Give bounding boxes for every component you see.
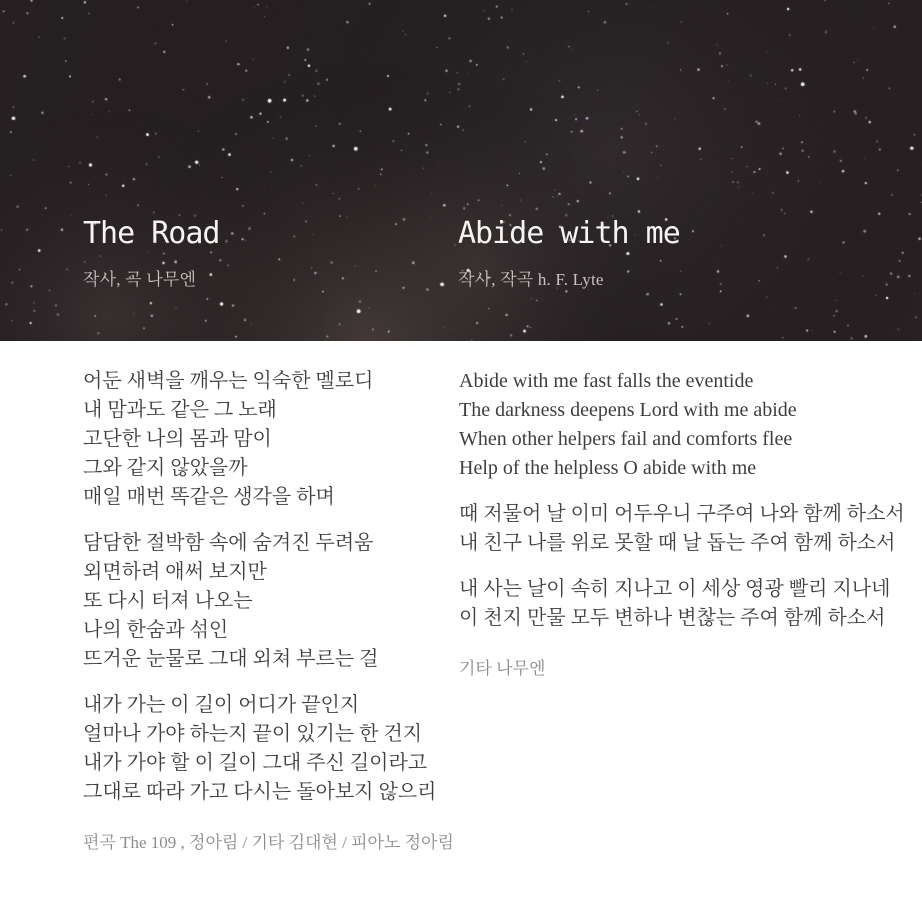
lyric-line: 어둔 새벽을 깨우는 익숙한 멜로디	[83, 370, 374, 392]
song-title: Abide with me	[458, 216, 680, 251]
lyric-line: 내 사는 날이 속히 지나고 이 세상 영광 빨리 지나네	[459, 578, 891, 600]
lyric-line: 나의 한숨과 섞인	[83, 619, 229, 641]
writer-credit: 작사, 작곡 h. F. Lyte	[458, 270, 604, 289]
lyric-line: 또 다시 터져 나오는	[83, 590, 253, 612]
performer-credit: 편곡 The 109 , 정아림 / 기타 김대현 / 피아노 정아림	[83, 833, 454, 852]
lyrics-column-left	[83, 367, 454, 854]
lyric-stanza	[459, 367, 905, 483]
lyric-line: When other helpers fail and comforts flee	[459, 428, 793, 450]
lyric-line: 담담한 절박함 속에 숨겨진 두려움	[83, 532, 374, 554]
lyric-stanza	[83, 529, 454, 674]
song-header-right	[458, 218, 680, 290]
lyric-line: 뜨거운 눈물로 그대 외쳐 부르는 걸	[83, 648, 379, 670]
lyrics-column-right	[459, 367, 905, 680]
lyric-line: Help of the helpless O abide with me	[459, 457, 757, 479]
night-sky-banner	[0, 0, 922, 341]
writer-credit: 작사, 곡 나무엔	[83, 270, 197, 289]
song-title: The Road	[83, 216, 220, 251]
song-header-left	[83, 218, 220, 290]
lyric-line: 내가 가야 할 이 길이 그대 주신 길이라고	[83, 752, 428, 774]
performer-credit: 기타 나무엔	[459, 659, 546, 678]
lyric-line: 매일 매번 똑같은 생각을 하며	[83, 486, 335, 508]
lyric-line: 그대로 따라 가고 다시는 돌아보지 않으리	[83, 781, 437, 803]
lyric-line: 얼마나 가야 하는지 끝이 있기는 한 건지	[83, 723, 423, 745]
lyric-line: 외면하려 애써 보지만	[83, 561, 267, 583]
lyric-line: 내 맘과도 같은 그 노래	[83, 399, 277, 421]
lyric-stanza	[83, 691, 454, 807]
lyric-line: 때 저물어 날 이미 어두우니 구주여 나와 함께 하소서	[459, 503, 905, 525]
lyrics-section	[0, 341, 922, 920]
lyric-line: Abide with me fast falls the eventide	[459, 370, 754, 392]
lyric-line: 고단한 나의 몸과 맘이	[83, 428, 272, 450]
lyric-line: 내 친구 나를 위로 못할 때 날 돕는 주여 함께 하소서	[459, 532, 896, 554]
lyric-line: The darkness deepens Lord with me abide	[459, 399, 797, 421]
lyric-line: 이 천지 만물 모두 변하나 변찮는 주여 함께 하소서	[459, 607, 886, 629]
lyric-line: 그와 같지 않았을까	[83, 457, 248, 479]
lyric-line: 내가 가는 이 길이 어디가 끝인지	[83, 694, 360, 716]
lyric-stanza	[83, 367, 454, 512]
lyric-stanza	[459, 575, 905, 633]
lyric-stanza	[459, 500, 905, 558]
